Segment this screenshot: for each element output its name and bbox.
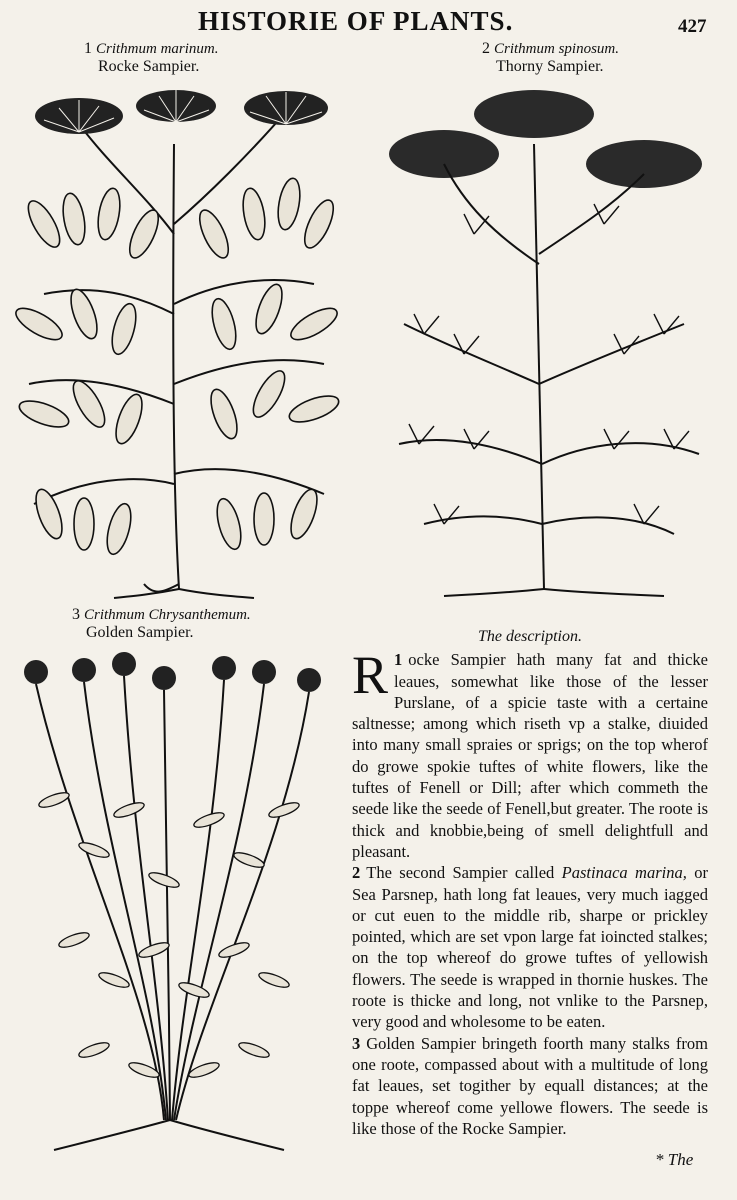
figure-3-common-name: Golden Sampier. [86,624,194,641]
paragraph-1-text: ocke Sampier hath many fat and thicke leaues, somewhat like those of the lesser Purslane, of a spicie taste with a certaine saltnesse; among which riseth vp a stalke, diuided into many small spraies or sprigs; on the top wherof do growe spokie tuftes of white flowers, like the tuftes of Fenell or Dill; after which commeth the seede like the seede of Fenell,but greater. The roote is thick and knobbie,being of smell delightfull and pleasant. [352,650,708,861]
drop-cap: R [352,645,389,706]
paragraph-2-text-start: The second Sampier called [366,863,562,883]
figure-2-common-name: Thorny Sampier. [496,58,604,75]
paragraph-1-number: 1 [394,650,403,670]
figure-3-caption [72,606,251,642]
paragraph-3-text: Golden Sampier bringeth foorth many stalks from one roote, compassed about with a multitude of long fat leaues, set togither by equall distances; at the toppe whereof come yellowe flowers. The seede is like those of the Rocke Sampier. [352,1033,708,1138]
running-header: HISTORIE OF PLANTS. [198,6,514,36]
description-paragraph-3 [352,1033,708,1139]
description-section [352,626,708,1139]
golden-sampier-illustration [14,650,330,1156]
paragraph-2-text-end: or Sea Parsnep, hath long fat leaues, very much iagged or cut euen to the middle rib, sharpe or prickley pointed, which are set vpon large fat ioincted stalkes; on the top whereof do growe tuftes of yellowish flowers. The seede is wrapped in thornie huskes. The roote is thicke and long, not vnlike to the Parsnep, very good and wholesome to be eaten. [352,863,708,1032]
description-paragraph-1 [352,645,708,862]
figure-2-number: 2 [482,40,490,57]
catchword: * The [655,1150,694,1169]
figure-1-common-name: Rocke Sampier. [98,58,200,75]
figure-1-latin-name: Crithmum marinum. [96,41,219,57]
figure-1-number: 1 [84,40,92,57]
figure-3-number: 3 [72,606,80,623]
paragraph-2-latin-term: Pastinaca marina, [561,863,687,883]
figure-3-latin-name: Crithmum Chrysanthemum. [84,607,251,623]
description-heading: The description. [478,628,582,645]
description-paragraph-2 [352,862,708,1032]
page-number: 427 [678,16,707,37]
figure-2-latin-name: Crithmum spinosum. [494,41,620,57]
paragraph-2-number: 2 [352,863,361,883]
thorny-sampier-illustration [384,84,714,604]
figure-1-caption [84,40,219,76]
paragraph-3-number: 3 [352,1033,361,1053]
figure-2-caption [482,40,619,76]
rocke-sampier-illustration [14,84,344,600]
